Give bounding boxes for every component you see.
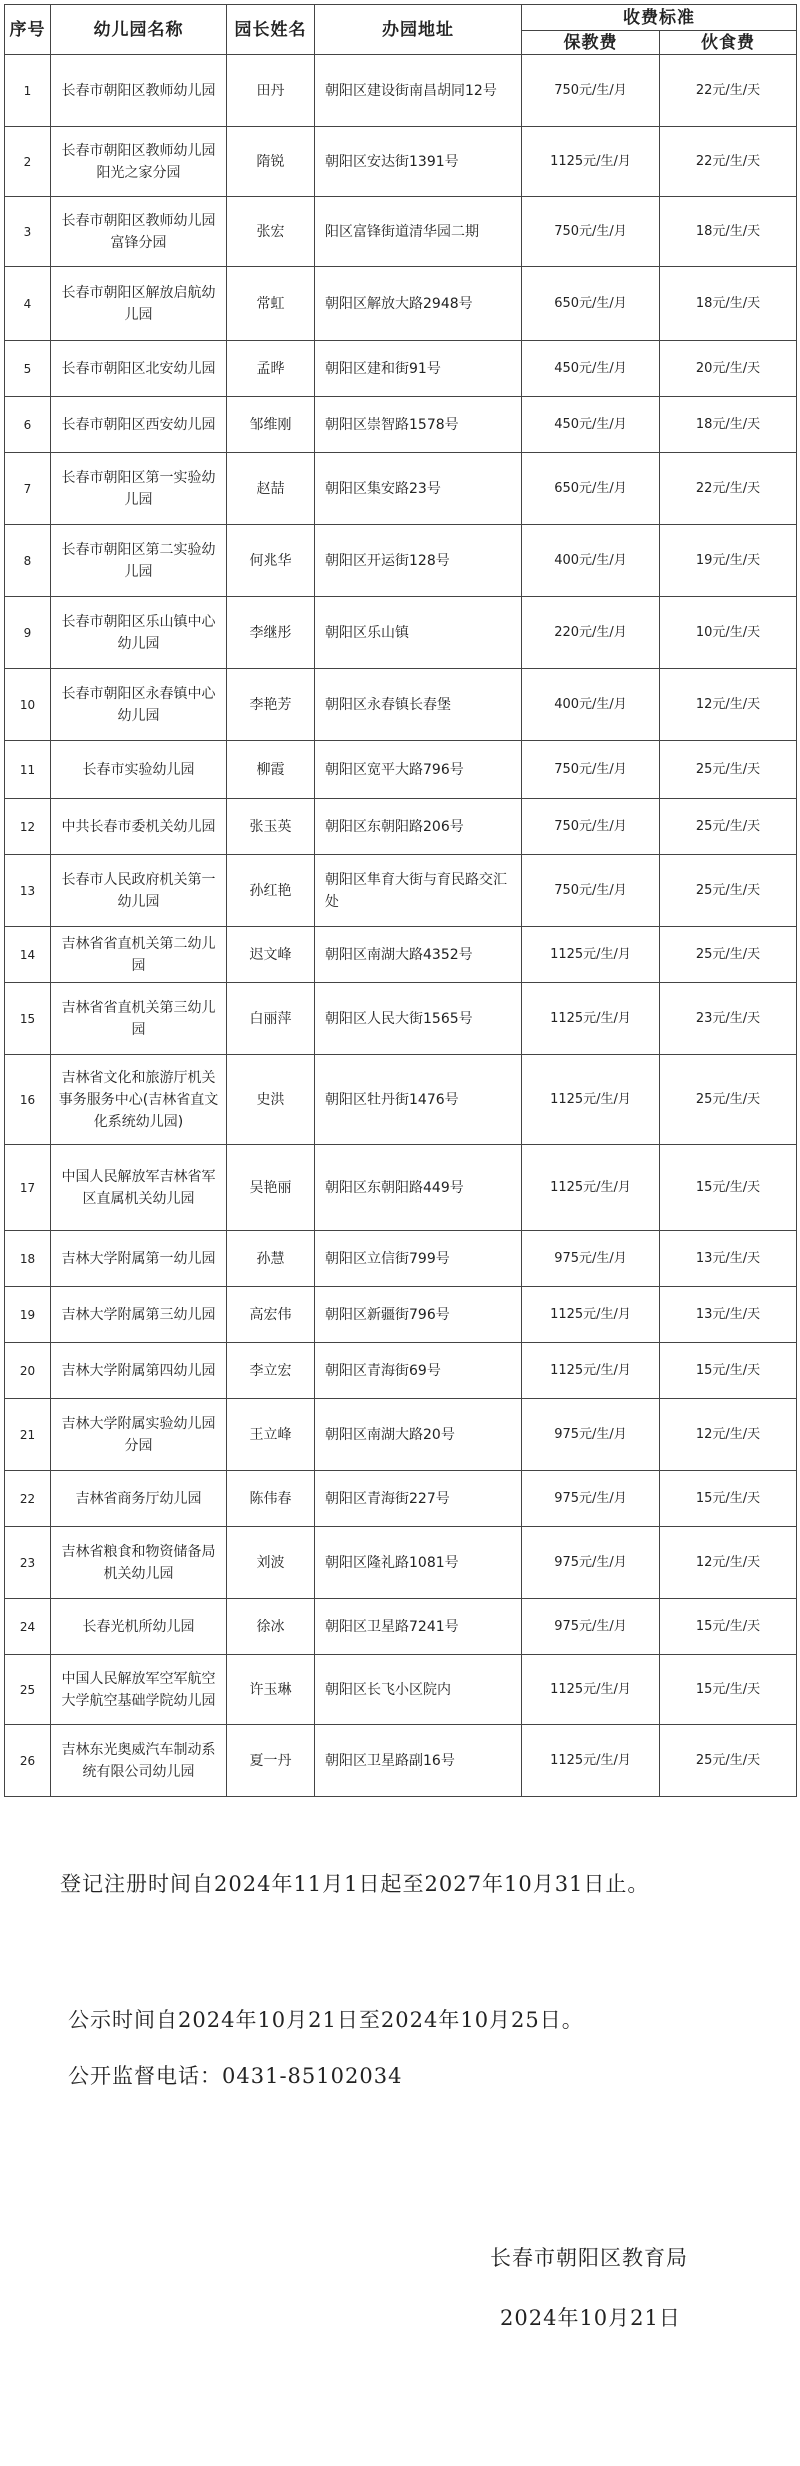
row-no: 25 xyxy=(5,1655,51,1725)
kindergarten-name: 长春市朝阳区教师幼儿园 xyxy=(51,55,227,127)
table-row xyxy=(5,1527,797,1599)
table-body xyxy=(5,55,797,1797)
table-row xyxy=(5,927,797,983)
row-no: 20 xyxy=(5,1343,51,1399)
table-row xyxy=(5,1399,797,1471)
meal-fee: 12元/生/天 xyxy=(660,1527,797,1599)
kindergarten-fee-table xyxy=(4,4,797,1797)
kindergarten-name: 长春市朝阳区永春镇中心幼儿园 xyxy=(51,669,227,741)
care-fee: 975元/生/月 xyxy=(522,1527,660,1599)
principal-name: 田丹 xyxy=(227,55,315,127)
care-fee: 450元/生/月 xyxy=(522,341,660,397)
meal-fee: 15元/生/天 xyxy=(660,1471,797,1527)
kindergarten-name: 吉林省省直机关第二幼儿园 xyxy=(51,927,227,983)
principal-name: 柳霞 xyxy=(227,741,315,799)
address: 朝阳区新疆街796号 xyxy=(315,1287,522,1343)
principal-name: 孙慧 xyxy=(227,1231,315,1287)
table-row xyxy=(5,1599,797,1655)
meal-fee: 15元/生/天 xyxy=(660,1599,797,1655)
meal-fee: 15元/生/天 xyxy=(660,1343,797,1399)
address: 朝阳区青海街69号 xyxy=(315,1343,522,1399)
kindergarten-name: 吉林大学附属第四幼儿园 xyxy=(51,1343,227,1399)
header-care-fee: 保教费 xyxy=(522,31,660,55)
kindergarten-name: 长春市朝阳区第二实验幼儿园 xyxy=(51,525,227,597)
table-row xyxy=(5,741,797,799)
kindergarten-name: 吉林大学附属第一幼儿园 xyxy=(51,1231,227,1287)
kindergarten-name: 吉林大学附属第三幼儿园 xyxy=(51,1287,227,1343)
table-row xyxy=(5,1725,797,1797)
meal-fee: 25元/生/天 xyxy=(660,855,797,927)
address: 朝阳区建和街91号 xyxy=(315,341,522,397)
care-fee: 1125元/生/月 xyxy=(522,1343,660,1399)
row-no: 16 xyxy=(5,1055,51,1145)
kindergarten-name: 吉林东光奥威汽车制动系统有限公司幼儿园 xyxy=(51,1725,227,1797)
row-no: 10 xyxy=(5,669,51,741)
table-row xyxy=(5,197,797,267)
row-no: 2 xyxy=(5,127,51,197)
care-fee: 400元/生/月 xyxy=(522,669,660,741)
kindergarten-name: 长春市朝阳区北安幼儿园 xyxy=(51,341,227,397)
address: 朝阳区东朝阳路206号 xyxy=(315,799,522,855)
care-fee: 975元/生/月 xyxy=(522,1231,660,1287)
address: 朝阳区永春镇长春堡 xyxy=(315,669,522,741)
table-row xyxy=(5,855,797,927)
address: 朝阳区卫星路副16号 xyxy=(315,1725,522,1797)
address: 朝阳区隆礼路1081号 xyxy=(315,1527,522,1599)
principal-name: 白丽萍 xyxy=(227,983,315,1055)
address: 朝阳区隼育大街与育民路交汇处 xyxy=(315,855,522,927)
care-fee: 750元/生/月 xyxy=(522,855,660,927)
meal-fee: 20元/生/天 xyxy=(660,341,797,397)
address: 朝阳区集安路23号 xyxy=(315,453,522,525)
meal-fee: 22元/生/天 xyxy=(660,127,797,197)
table-row xyxy=(5,267,797,341)
row-no: 26 xyxy=(5,1725,51,1797)
table-row xyxy=(5,669,797,741)
table-row xyxy=(5,1655,797,1725)
row-no: 24 xyxy=(5,1599,51,1655)
kindergarten-name: 中共长春市委机关幼儿园 xyxy=(51,799,227,855)
table-row xyxy=(5,397,797,453)
row-no: 19 xyxy=(5,1287,51,1343)
kindergarten-name: 长春市朝阳区解放启航幼儿园 xyxy=(51,267,227,341)
care-fee: 1125元/生/月 xyxy=(522,1287,660,1343)
table-row xyxy=(5,55,797,127)
row-no: 17 xyxy=(5,1145,51,1231)
address: 朝阳区南湖大路20号 xyxy=(315,1399,522,1471)
care-fee: 650元/生/月 xyxy=(522,267,660,341)
hotline-note: 公开监督电话：0431-85102034 xyxy=(68,2064,403,2088)
address: 朝阳区人民大街1565号 xyxy=(315,983,522,1055)
table-row xyxy=(5,453,797,525)
kindergarten-name: 中国人民解放军吉林省军区直属机关幼儿园 xyxy=(51,1145,227,1231)
principal-name: 史洪 xyxy=(227,1055,315,1145)
kindergarten-name: 中国人民解放军空军航空大学航空基础学院幼儿园 xyxy=(51,1655,227,1725)
principal-name: 李继彤 xyxy=(227,597,315,669)
table-row xyxy=(5,525,797,597)
header-fee-group: 收费标准 xyxy=(522,5,797,31)
principal-name: 徐冰 xyxy=(227,1599,315,1655)
table-row xyxy=(5,1343,797,1399)
principal-name: 孟晔 xyxy=(227,341,315,397)
header-head: 园长姓名 xyxy=(227,5,315,55)
meal-fee: 13元/生/天 xyxy=(660,1231,797,1287)
address: 朝阳区宽平大路796号 xyxy=(315,741,522,799)
meal-fee: 12元/生/天 xyxy=(660,1399,797,1471)
row-no: 3 xyxy=(5,197,51,267)
row-no: 15 xyxy=(5,983,51,1055)
care-fee: 975元/生/月 xyxy=(522,1471,660,1527)
table-row xyxy=(5,983,797,1055)
header-address: 办园地址 xyxy=(315,5,522,55)
kindergarten-name: 吉林省粮食和物资储备局机关幼儿园 xyxy=(51,1527,227,1599)
meal-fee: 18元/生/天 xyxy=(660,197,797,267)
care-fee: 1125元/生/月 xyxy=(522,1055,660,1145)
address: 朝阳区立信街799号 xyxy=(315,1231,522,1287)
row-no: 11 xyxy=(5,741,51,799)
principal-name: 张玉英 xyxy=(227,799,315,855)
row-no: 22 xyxy=(5,1471,51,1527)
principal-name: 隋锐 xyxy=(227,127,315,197)
row-no: 6 xyxy=(5,397,51,453)
care-fee: 650元/生/月 xyxy=(522,453,660,525)
meal-fee: 15元/生/天 xyxy=(660,1655,797,1725)
principal-name: 迟文峰 xyxy=(227,927,315,983)
row-no: 21 xyxy=(5,1399,51,1471)
care-fee: 1125元/生/月 xyxy=(522,927,660,983)
principal-name: 高宏伟 xyxy=(227,1287,315,1343)
row-no: 8 xyxy=(5,525,51,597)
publicity-note: 公示时间自2024年10月21日至2024年10月25日。 xyxy=(68,2008,584,2032)
address: 朝阳区建设街南昌胡同12号 xyxy=(315,55,522,127)
principal-name: 常虹 xyxy=(227,267,315,341)
care-fee: 975元/生/月 xyxy=(522,1399,660,1471)
care-fee: 450元/生/月 xyxy=(522,397,660,453)
care-fee: 400元/生/月 xyxy=(522,525,660,597)
row-no: 7 xyxy=(5,453,51,525)
care-fee: 750元/生/月 xyxy=(522,55,660,127)
address: 朝阳区崇智路1578号 xyxy=(315,397,522,453)
issue-date: 2024年10月21日 xyxy=(500,2306,681,2330)
row-no: 4 xyxy=(5,267,51,341)
care-fee: 1125元/生/月 xyxy=(522,127,660,197)
address: 朝阳区东朝阳路449号 xyxy=(315,1145,522,1231)
header-no: 序号 xyxy=(5,5,51,55)
header-name: 幼儿园名称 xyxy=(51,5,227,55)
meal-fee: 19元/生/天 xyxy=(660,525,797,597)
meal-fee: 22元/生/天 xyxy=(660,453,797,525)
principal-name: 李艳芳 xyxy=(227,669,315,741)
meal-fee: 25元/生/天 xyxy=(660,741,797,799)
meal-fee: 25元/生/天 xyxy=(660,927,797,983)
kindergarten-name: 长春市朝阳区教师幼儿园富锋分园 xyxy=(51,197,227,267)
address: 朝阳区乐山镇 xyxy=(315,597,522,669)
row-no: 1 xyxy=(5,55,51,127)
principal-name: 刘波 xyxy=(227,1527,315,1599)
care-fee: 750元/生/月 xyxy=(522,799,660,855)
care-fee: 750元/生/月 xyxy=(522,741,660,799)
principal-name: 吴艳丽 xyxy=(227,1145,315,1231)
meal-fee: 15元/生/天 xyxy=(660,1145,797,1231)
address: 朝阳区南湖大路4352号 xyxy=(315,927,522,983)
meal-fee: 10元/生/天 xyxy=(660,597,797,669)
care-fee: 750元/生/月 xyxy=(522,197,660,267)
issuer-name: 长春市朝阳区教育局 xyxy=(490,2246,688,2270)
table-row xyxy=(5,799,797,855)
kindergarten-name: 长春市实验幼儿园 xyxy=(51,741,227,799)
principal-name: 邹维刚 xyxy=(227,397,315,453)
meal-fee: 12元/生/天 xyxy=(660,669,797,741)
meal-fee: 22元/生/天 xyxy=(660,55,797,127)
kindergarten-name: 长春市人民政府机关第一幼儿园 xyxy=(51,855,227,927)
kindergarten-name: 吉林省商务厅幼儿园 xyxy=(51,1471,227,1527)
principal-name: 陈伟春 xyxy=(227,1471,315,1527)
table-row xyxy=(5,1471,797,1527)
care-fee: 975元/生/月 xyxy=(522,1599,660,1655)
kindergarten-name: 吉林省文化和旅游厅机关事务服务中心(吉林省直文化系统幼儿园) xyxy=(51,1055,227,1145)
table-row xyxy=(5,1287,797,1343)
principal-name: 李立宏 xyxy=(227,1343,315,1399)
meal-fee: 25元/生/天 xyxy=(660,1055,797,1145)
table-row xyxy=(5,1231,797,1287)
address: 朝阳区牡丹街1476号 xyxy=(315,1055,522,1145)
care-fee: 1125元/生/月 xyxy=(522,1655,660,1725)
meal-fee: 23元/生/天 xyxy=(660,983,797,1055)
address: 朝阳区开运街128号 xyxy=(315,525,522,597)
address: 朝阳区长飞小区院内 xyxy=(315,1655,522,1725)
kindergarten-name: 长春市朝阳区西安幼儿园 xyxy=(51,397,227,453)
meal-fee: 18元/生/天 xyxy=(660,267,797,341)
address: 阳区富锋街道清华园二期 xyxy=(315,197,522,267)
table-row xyxy=(5,341,797,397)
care-fee: 1125元/生/月 xyxy=(522,983,660,1055)
header-meal-fee: 伙食费 xyxy=(660,31,797,55)
row-no: 12 xyxy=(5,799,51,855)
table-row xyxy=(5,127,797,197)
table-row xyxy=(5,1055,797,1145)
kindergarten-name: 长春光机所幼儿园 xyxy=(51,1599,227,1655)
principal-name: 夏一丹 xyxy=(227,1725,315,1797)
kindergarten-name: 长春市朝阳区乐山镇中心幼儿园 xyxy=(51,597,227,669)
meal-fee: 13元/生/天 xyxy=(660,1287,797,1343)
kindergarten-name: 吉林省省直机关第三幼儿园 xyxy=(51,983,227,1055)
principal-name: 张宏 xyxy=(227,197,315,267)
kindergarten-name: 长春市朝阳区第一实验幼儿园 xyxy=(51,453,227,525)
row-no: 23 xyxy=(5,1527,51,1599)
meal-fee: 25元/生/天 xyxy=(660,799,797,855)
principal-name: 许玉琳 xyxy=(227,1655,315,1725)
care-fee: 1125元/生/月 xyxy=(522,1725,660,1797)
address: 朝阳区解放大路2948号 xyxy=(315,267,522,341)
address: 朝阳区卫星路7241号 xyxy=(315,1599,522,1655)
table-header xyxy=(5,5,797,55)
principal-name: 王立峰 xyxy=(227,1399,315,1471)
principal-name: 何兆华 xyxy=(227,525,315,597)
table-row xyxy=(5,1145,797,1231)
principal-name: 赵喆 xyxy=(227,453,315,525)
row-no: 13 xyxy=(5,855,51,927)
meal-fee: 18元/生/天 xyxy=(660,397,797,453)
registration-note: 登记注册时间自2024年11月1日起至2027年10月31日止。 xyxy=(60,1872,650,1896)
meal-fee: 25元/生/天 xyxy=(660,1725,797,1797)
row-no: 18 xyxy=(5,1231,51,1287)
care-fee: 1125元/生/月 xyxy=(522,1145,660,1231)
kindergarten-name: 吉林大学附属实验幼儿园分园 xyxy=(51,1399,227,1471)
care-fee: 220元/生/月 xyxy=(522,597,660,669)
principal-name: 孙红艳 xyxy=(227,855,315,927)
address: 朝阳区安达街1391号 xyxy=(315,127,522,197)
table-row xyxy=(5,597,797,669)
kindergarten-name: 长春市朝阳区教师幼儿园阳光之家分园 xyxy=(51,127,227,197)
row-no: 9 xyxy=(5,597,51,669)
row-no: 14 xyxy=(5,927,51,983)
address: 朝阳区青海街227号 xyxy=(315,1471,522,1527)
row-no: 5 xyxy=(5,341,51,397)
